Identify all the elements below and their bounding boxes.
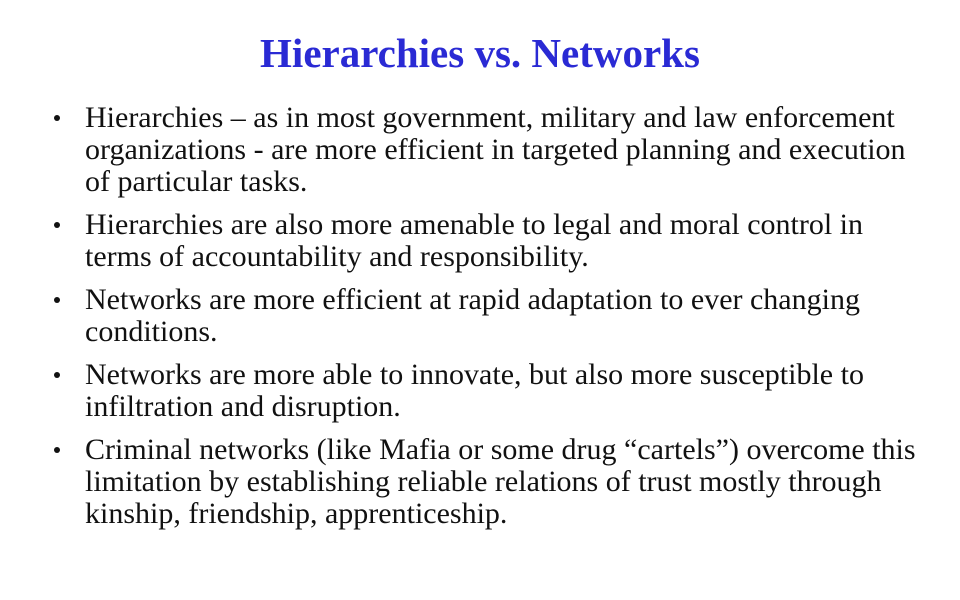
bullet-dot-icon <box>54 372 60 378</box>
bullet-dot-icon <box>54 297 60 303</box>
bullet-dot-icon <box>54 115 60 121</box>
bullet-text: Hierarchies are also more amenable to legal and moral control in terms of accountability and responsibility. <box>85 208 864 273</box>
bullet-item <box>54 359 934 423</box>
bullet-text: Networks are more able to innovate, but also more susceptible to infiltration and disruption. <box>85 358 864 423</box>
bullet-text: Hierarchies – as in most government, military and law enforcement organizations - are more efficient in targeted planning and execution of particular tasks. <box>85 101 906 198</box>
bullet-text: Networks are more efficient at rapid adaptation to ever changing conditions. <box>85 283 860 348</box>
bullet-list <box>54 102 934 541</box>
bullet-text: Criminal networks (like Mafia or some drug “cartels”) overcome this limitation by establishing reliable relations of trust mostly through kinship, friendship, apprenticeship. <box>85 433 916 530</box>
bullet-item <box>54 209 934 273</box>
slide-title: Hierarchies vs. Networks <box>260 30 700 76</box>
bullet-item <box>54 434 934 530</box>
bullet-dot-icon <box>54 222 60 228</box>
bullet-dot-icon <box>54 447 60 453</box>
bullet-item <box>54 102 934 198</box>
bullet-item <box>54 284 934 348</box>
